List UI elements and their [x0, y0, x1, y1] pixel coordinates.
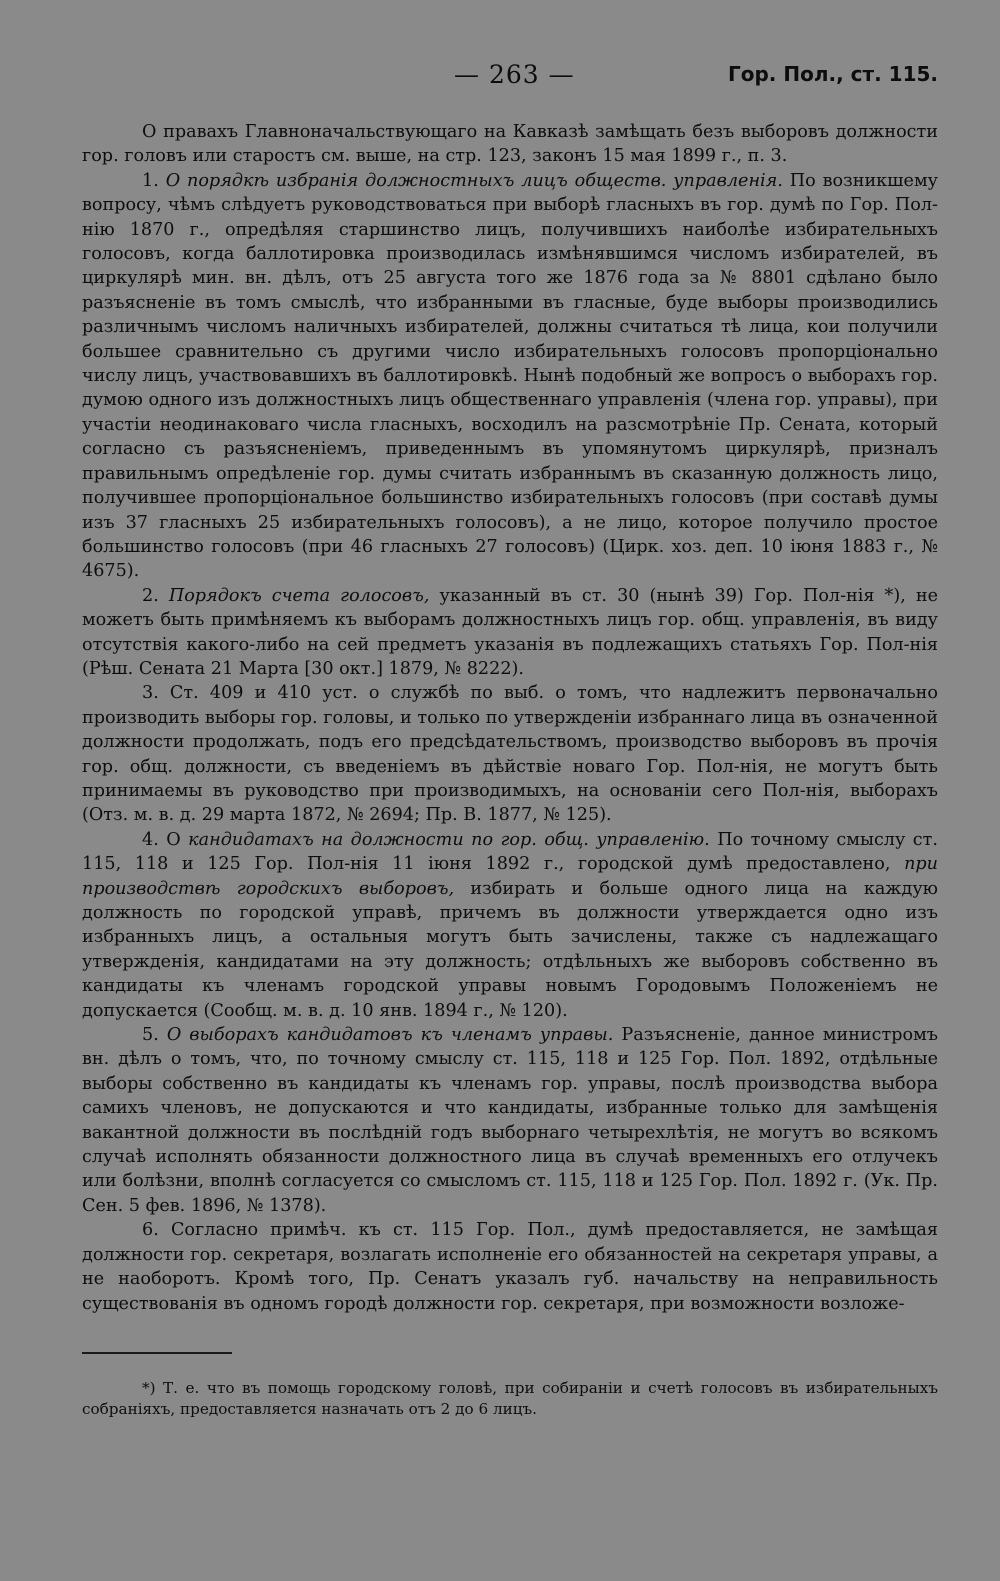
paragraph-heading: О выборахъ кандидатовъ къ членамъ управы.: [166, 1025, 614, 1046]
paragraph-number: 5.: [142, 1025, 167, 1046]
paragraph-4: [82, 828, 938, 1023]
paragraph-2: [82, 584, 938, 682]
paragraph-text: 3. Ст. 409 и 410 уст. о службѣ по выб. о томъ, что надлежитъ первоначально производить выборы гор. головы, и только по утвержденіи избраннаго лица въ означенной должности продолжать, подъ его предсѣдательствомъ, производство выборовъ въ прочія гор. общ. должности, съ введеніемъ въ дѣйствіе новаго Гор. Пол-нія, не могутъ быть принимаемы въ руководство при производимыхъ, на основаніи сего Пол-нія, выборахъ (Отз. м. в. д. 29 марта 1872, № 2694; Пр. В. 1877, № 125).: [82, 683, 938, 826]
paragraph-text-continued: избирать и больше одного лица на каждую должность по городской управѣ, причемъ въ должности утверждается одно изъ избранныхъ лицъ, а остальныя могутъ быть зачислены, также съ надлежащаго утвержденія, кандидатами на эту должность; отдѣльныхъ же выборовъ собственно въ кандидаты къ членамъ городской управы новымъ Городовымъ Положеніемъ не допускается (Сообщ. м. в. д. 10 янв. 1894 г., № 120).: [82, 878, 938, 1021]
paragraph-text: По возникшему вопросу, чѣмъ слѣдуетъ руководствоваться при выборѣ гласныхъ въ гор. думѣ по Гор. Пол-нію 1870 г., опредѣляя старшинство лицъ, получившихъ наиболѣе избирательныхъ голосовъ, когда баллотировка производилась измѣнявшимся числомъ избирателей, въ циркулярѣ мин. вн. дѣлъ, отъ 25 августа того же 1876 года за № 8801 сдѣлано было разъясненіе въ томъ смыслѣ, что избранными въ гласные, буде выборы производились различнымъ числомъ наличныхъ избирателей, должны считаться тѣ лица, кои получили большее сравнительно съ другими число избирательныхъ голосовъ пропорціонально числу лицъ, участвовавшихъ въ баллотировкѣ. Нынѣ подобный же вопросъ о выборахъ гор. думою одного изъ должностныхъ лицъ общественнаго управленія (члена гор. управы), при участіи неодинаковаго числа гласныхъ, восходилъ на разсмотрѣніе Пр. Сената, который согласно съ разъясненіемъ, приведеннымъ въ упомянутомъ циркулярѣ, призналъ правильнымъ опредѣленіе гор. думы считать избраннымъ въ сказанную должность лицо, получившее пропорціональное большинство избирательныхъ голосовъ (при составѣ думы изъ 37 гласныхъ 25 избирательныхъ голосовъ), а не лицо, которое получило простое большинство голосовъ (при 46 гласныхъ 27 голосовъ) (Цирк. хоз. деп. 10 іюня 1883 г., № 4675).: [82, 170, 938, 582]
paragraph-heading: О порядкѣ избранія должностныхъ лицъ обществ. управленія.: [165, 170, 783, 191]
page-header: [82, 56, 938, 92]
paragraph-heading: Порядокъ счета голосовъ,: [168, 585, 430, 606]
paragraph-number: 4. О: [142, 829, 189, 850]
paragraph-number: 2.: [142, 585, 169, 606]
paragraph-emphasis: при производствѣ городскихъ выборовъ,: [82, 854, 938, 899]
paragraph-intro: [82, 120, 938, 169]
paragraph-number: 1.: [142, 170, 166, 191]
paragraph-5: [82, 1023, 938, 1218]
footnote: *) Т. е. что въ помощь городскому головѣ, при собираніи и счетѣ голосовъ въ избирательныхъ собраніяхъ, предоставляется назначать отъ 2 до 6 лицъ.: [82, 1378, 938, 1418]
paragraph-text: 6. Согласно примѣч. къ ст. 115 Гор. Пол., думѣ предоставляется, не замѣщая должности гор. секретаря, возлагать исполненіе его обязанностей на секретаря управы, а не наоборотъ. Кромѣ того, Пр. Сенатъ указалъ губ. начальству на неправильность существованія въ одномъ городѣ должности гор. секретаря, при возможности возложе-: [82, 1220, 938, 1314]
page-number: — 263 —: [454, 60, 575, 89]
paragraph-text: указанный въ ст. 30 (нынѣ 39) Гор. Пол-нія *), не можетъ быть примѣняемъ къ выборамъ должностныхъ лицъ гор. общ. управленія, въ виду отсутствія какого-либо на сей предметъ указанія въ подлежащихъ статьяхъ Гор. Пол-нія (Рѣш. Сената 21 Марта [30 окт.] 1879, № 8222).: [82, 585, 938, 679]
paragraph-text: Разъясненіе, данное министромъ вн. дѣлъ о томъ, что, по точному смыслу ст. 115, 118 и 125 Гор. Пол. 1892, отдѣльные выборы собственно въ кандидаты къ членамъ гор. управы, послѣ производства выбора самихъ членовъ, не допускаются и что кандидаты, избранные только для замѣщенія вакантной должности въ послѣдній годъ выборнаго четырехлѣтія, не могутъ во всякомъ случаѣ исполнять обязанности должностного лица въ случаѣ временныхъ его отлучекъ или болѣзни, вполнѣ согласуется со смысломъ ст. 115, 118 и 125 Гор. Пол. 1892 г. (Ук. Пр. Сен. 5 фев. 1896, № 1378).: [82, 1025, 938, 1216]
footnote-divider: [82, 1352, 232, 1354]
running-head: Гор. Пол., ст. 115.: [728, 62, 938, 86]
paragraph-6: [82, 1218, 938, 1316]
body-text: [82, 120, 938, 1316]
paragraph-3: [82, 681, 938, 827]
paragraph-heading: кандидатахъ на должности по гор. общ. управленію.: [188, 829, 710, 850]
paragraph-1: [82, 169, 938, 584]
paragraph-text: О правахъ Главноначальствующаго на Кавказѣ замѣщать безъ выборовъ должности гор. головъ или старостъ см. выше, на стр. 123, законъ 15 мая 1899 г., п. 3.: [82, 122, 938, 167]
paragraph-text: По точному смыслу ст. 115, 118 и 125 Гор. Пол-нія 11 іюня 1892 г., городской думѣ предоставлено,: [82, 829, 938, 875]
